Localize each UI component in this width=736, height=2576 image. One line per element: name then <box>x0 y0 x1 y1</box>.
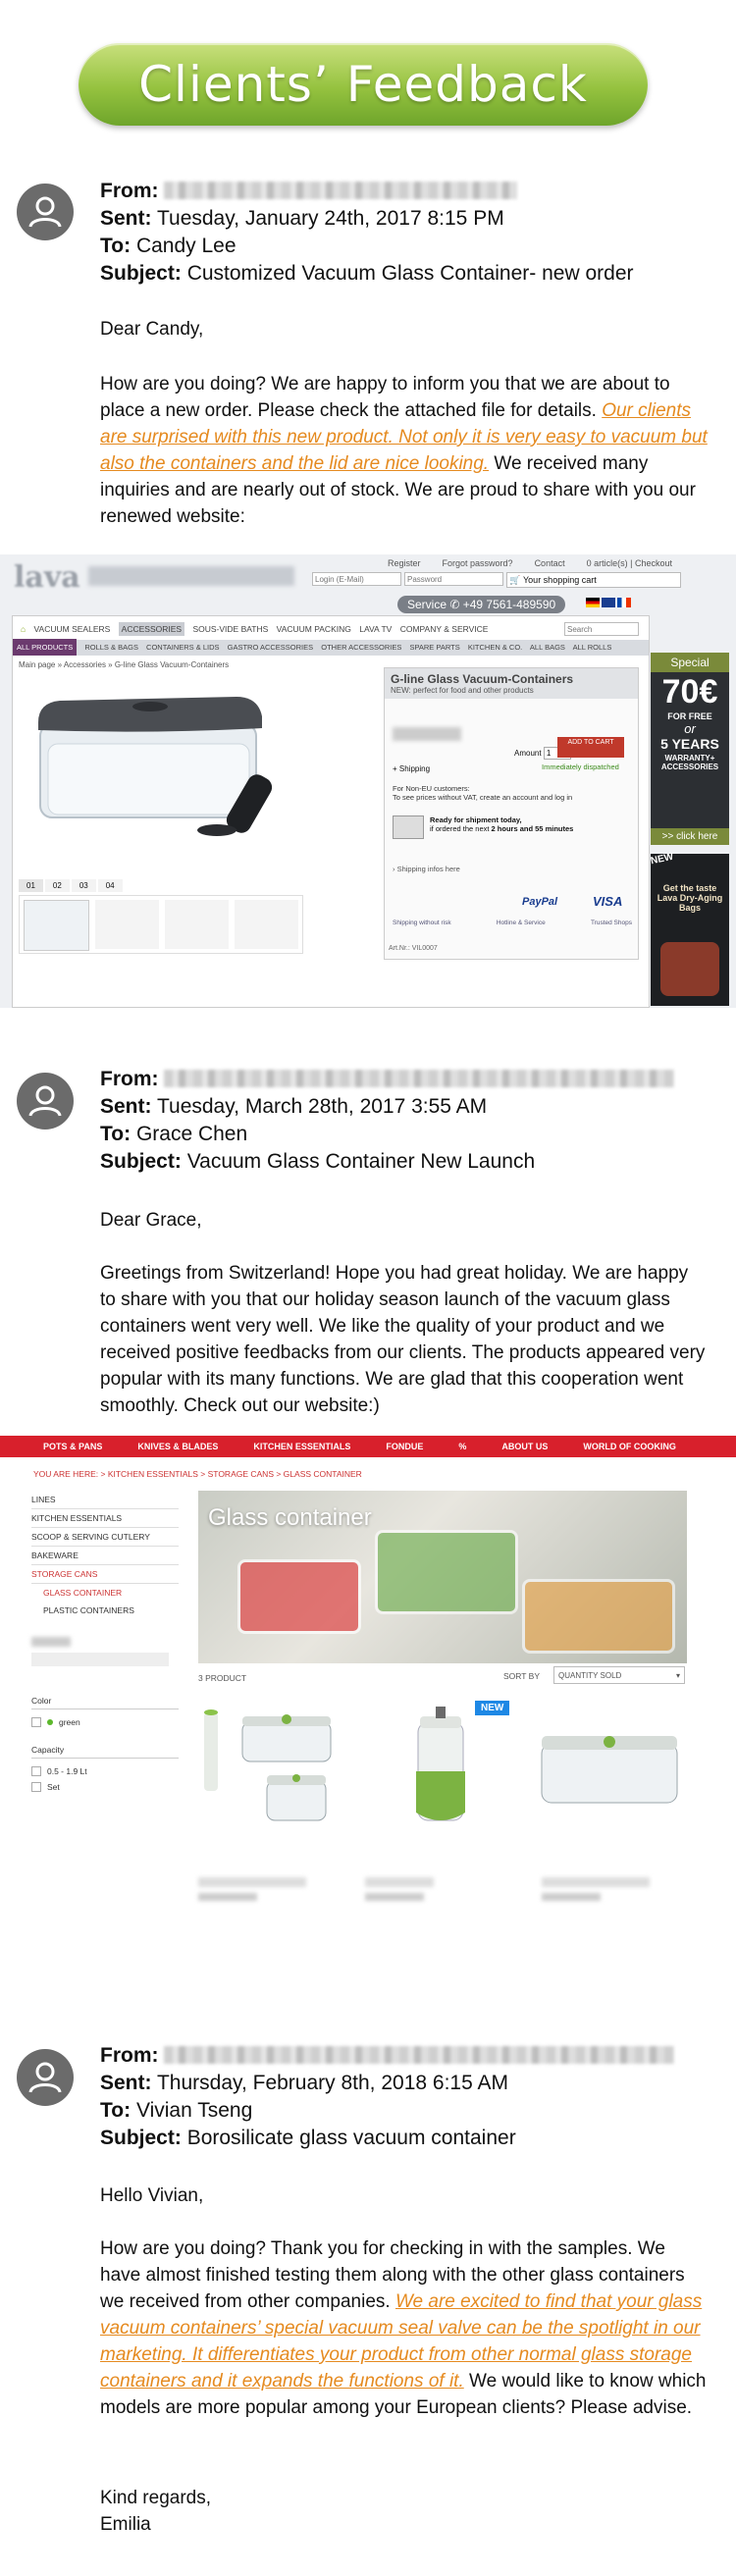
image-tabs <box>19 879 123 892</box>
capacity-label: 0.5 - 1.9 Lt <box>47 1766 87 1776</box>
product-image-set[interactable] <box>198 1693 345 1830</box>
sent-label: Sent: <box>100 207 152 230</box>
new-badge: NEW <box>475 1701 509 1715</box>
to-label: To: <box>100 2099 131 2122</box>
email-header <box>100 178 634 288</box>
avatar <box>17 184 74 240</box>
promo-free: FOR FREE <box>667 711 712 721</box>
product-count: 3 PRODUCT <box>198 1673 247 1683</box>
nav-vacuum-sealers[interactable]: VACUUM SEALERS <box>33 624 111 634</box>
thumbnail[interactable] <box>165 900 229 949</box>
redacted-sender <box>164 1070 674 1087</box>
subnav-all-bags[interactable]: ALL BAGS <box>529 643 565 652</box>
thumbnail[interactable] <box>235 900 298 949</box>
nav-vacuum-packing[interactable]: VACUUM PACKING <box>276 624 351 634</box>
avatar <box>17 1073 74 1130</box>
food-container-image <box>522 1579 675 1654</box>
shopping-cart[interactable] <box>506 572 681 588</box>
sort-label: SORT BY <box>503 1671 541 1681</box>
ready-time: 2 hours and 55 minutes <box>491 824 574 833</box>
promo-special: Special <box>651 653 729 672</box>
redacted-sender <box>164 2046 674 2064</box>
shipping-ready <box>430 815 573 833</box>
subject: Vacuum Glass Container New Launch <box>186 1150 536 1173</box>
non-eu-note <box>393 784 572 802</box>
recipient: Vivian Tseng <box>135 2099 253 2122</box>
subject: Borosilicate glass vacuum container <box>186 2127 516 2149</box>
sent-label: Sent: <box>100 1095 152 1118</box>
recipient: Grace Chen <box>135 1123 248 1145</box>
redacted-price <box>198 1893 257 1901</box>
sidebar-item[interactable]: LINES <box>31 1491 179 1509</box>
subject: Customized Vacuum Glass Container- new order <box>186 262 634 285</box>
redacted-text <box>542 1877 650 1887</box>
nav-knives[interactable]: KNIVES & BLADES <box>137 1442 219 1451</box>
chevron-down-icon: ▾ <box>675 1671 680 1680</box>
product-image-jar[interactable] <box>406 1703 475 1840</box>
dispatch-status: Immediately dispatched <box>542 762 619 771</box>
article-number: Art.Nr.: VIL0007 <box>389 945 438 952</box>
subnav-kitchen[interactable]: KITCHEN & CO. <box>467 643 523 652</box>
filter-box[interactable] <box>31 1653 169 1666</box>
user-icon <box>17 1073 74 1130</box>
home-icon[interactable]: ⌂ <box>21 624 26 634</box>
capacity-option[interactable] <box>31 1766 179 1776</box>
color-option[interactable] <box>31 1717 179 1727</box>
banner-title: Clients’ Feedback <box>138 56 588 113</box>
ready-label: Ready for shipment today, <box>430 815 522 824</box>
highlighted-text: We are excited to find that your glass vacuum containers’ special vacuum seal valve can be the spotlight in our marketing. It differentiates your product from other normal glass storage containers and it expands the functions of it. <box>100 2291 703 2392</box>
redacted-filter <box>31 1637 71 1647</box>
sort-value: QUANTITY SOLD <box>558 1671 622 1680</box>
register-link[interactable]: Register <box>388 558 421 568</box>
checkout-link[interactable]: 0 article(s) | Checkout <box>586 558 672 568</box>
nav-fondue[interactable]: FONDUE <box>386 1442 424 1451</box>
image-tab[interactable]: 01 <box>19 879 43 892</box>
highlighted-text: Our clients are surprised with this new product. Not only it is very easy to vacuum but also the containers and the lid are nice looking. <box>100 400 708 474</box>
recipient: Candy Lee <box>135 235 237 257</box>
redacted-price <box>542 1893 601 1901</box>
website-screenshot-lava <box>0 554 736 1008</box>
thumbnail[interactable] <box>95 900 159 949</box>
body-text: How are you doing? Thank you for checking in with the samples. We have almost finished testing them along with the other glass containers we received from other companies. <box>100 2238 685 2312</box>
image-tab[interactable]: 03 <box>72 879 96 892</box>
promo-price: 70€ <box>661 673 718 710</box>
filter-color-label: Color <box>31 1696 179 1709</box>
login-input[interactable] <box>312 572 401 586</box>
shop-panel <box>12 615 650 1008</box>
food-container-image <box>375 1530 518 1614</box>
subnav-spare-parts[interactable]: SPARE PARTS <box>409 643 460 652</box>
trust-badges <box>393 920 632 926</box>
hero-title: Glass container <box>208 1504 372 1531</box>
shipping-note: + Shipping <box>393 764 431 773</box>
clients-feedback-banner <box>79 43 648 126</box>
new-badge: NEW <box>650 851 675 867</box>
from-label: From: <box>100 1068 159 1090</box>
redacted-sender <box>164 182 517 199</box>
breadcrumb: Main page » Accessories » G-line Glass Vacuum-Containers <box>19 660 230 669</box>
email-header <box>100 2042 674 2152</box>
nav-kitchen-essentials[interactable]: KITCHEN ESSENTIALS <box>253 1442 351 1451</box>
product-image-rectangular[interactable] <box>536 1720 683 1818</box>
set-option[interactable] <box>31 1782 179 1792</box>
promo-years: 5 YEARS <box>660 736 719 752</box>
redacted-price <box>365 1893 424 1901</box>
sidebar-subitem-active[interactable]: GLASS CONTAINER <box>43 1588 123 1598</box>
non-eu-text: To see prices without VAT, create an account and log in <box>393 793 573 802</box>
badge: Hotline & Service <box>496 920 546 926</box>
user-icon <box>17 2049 74 2106</box>
email-body: Greetings from Switzerland! Hope you had great holiday. We are happy to share with you that our holiday season launch of the vacuum glass containers went very well. We like the quality of your product and we received positive feedbacks from our clients. The products appeared very popular with its many functions. We are glad that this cooperation went smoothly. Check out our website:) <box>100 1263 706 1416</box>
badge: Shipping without risk <box>393 920 451 926</box>
promo-warranty: WARRANTY+ ACCESSORIES <box>660 754 719 771</box>
thumbnail-strip <box>19 895 303 954</box>
ready-note: if ordered the next <box>430 824 492 833</box>
visa-logo: VISA <box>593 894 623 909</box>
add-to-cart-button[interactable]: ADD TO CART <box>557 737 624 758</box>
promo-title: Get the taste Lava Dry-Aging Bags <box>657 883 723 913</box>
checkbox[interactable] <box>31 1782 41 1792</box>
nav-pots-pans[interactable]: POTS & PANS <box>43 1442 103 1451</box>
redacted-text <box>198 1877 306 1887</box>
product-heading <box>385 668 638 699</box>
nav-sale[interactable]: % <box>458 1442 467 1451</box>
redacted-text <box>365 1877 434 1887</box>
nav-about[interactable]: ABOUT US <box>501 1442 549 1451</box>
subnav-all-rolls[interactable]: ALL ROLLS <box>572 643 612 652</box>
body-text: We received many inquiries and are nearly out of stock. We are proud to share with you our renewed website: <box>100 453 696 527</box>
forgot-password-link[interactable]: Forgot password? <box>442 558 513 568</box>
subject-label: Subject: <box>100 2127 182 2149</box>
product-info-box <box>384 667 639 960</box>
greeting: Dear Grace, <box>100 1210 202 1231</box>
checkbox[interactable] <box>31 1766 41 1776</box>
from-label: From: <box>100 180 159 202</box>
to-label: To: <box>100 235 131 257</box>
filter-capacity-label: Capacity <box>31 1745 179 1759</box>
closing: Kind regards, <box>100 2488 212 2508</box>
search-input[interactable] <box>564 622 639 636</box>
nav-company[interactable]: COMPANY & SERVICE <box>399 624 489 634</box>
main-nav <box>13 620 649 638</box>
greeting: Dear Candy, <box>100 319 204 340</box>
product-title: G-line Glass Vacuum-Containers <box>391 672 574 686</box>
image-tab[interactable]: 02 <box>45 879 70 892</box>
nav-accessories[interactable]: ACCESSORIES <box>119 622 184 636</box>
paypal-logo: PayPal <box>522 896 558 908</box>
top-nav <box>0 1436 736 1457</box>
dry-aging-promo[interactable] <box>650 851 729 1006</box>
subject-label: Subject: <box>100 1150 182 1173</box>
shop-logo: lava <box>14 560 80 595</box>
avatar <box>17 2049 74 2106</box>
to-label: To: <box>100 1123 131 1145</box>
greeting: Hello Vivian, <box>100 2185 204 2206</box>
subject-label: Subject: <box>100 262 182 285</box>
food-container-image <box>237 1559 361 1634</box>
thumbnail[interactable] <box>24 900 89 951</box>
sent-label: Sent: <box>100 2072 152 2094</box>
sent-date: Tuesday, January 24th, 2017 8:15 PM <box>156 207 504 230</box>
contact-link[interactable]: Contact <box>534 558 565 568</box>
non-eu-label: For Non-EU customers: <box>393 784 470 793</box>
sent-date: Thursday, February 8th, 2018 6:15 AM <box>156 2072 508 2094</box>
email-header <box>100 1066 674 1176</box>
green-dot-icon <box>47 1719 53 1725</box>
user-icon <box>17 184 74 240</box>
sidebar-subitem[interactable]: PLASTIC CONTAINERS <box>43 1605 134 1615</box>
product-subtitle: NEW: perfect for food and other products <box>391 686 534 695</box>
body-text: How are you doing? We are happy to inform you that we are about to place a new order. Please check the attached file for details. <box>100 374 670 421</box>
checkbox[interactable] <box>31 1717 41 1727</box>
promo-banner[interactable] <box>651 653 729 845</box>
password-input[interactable] <box>404 572 503 586</box>
redacted-price <box>393 727 461 741</box>
flag-fr-icon[interactable] <box>617 598 631 607</box>
from-label: From: <box>100 2044 159 2067</box>
email-body <box>100 371 709 530</box>
set-label: Set <box>47 1782 60 1792</box>
cart-icon: 🛒 <box>509 575 521 585</box>
amount-label: Amount <box>514 749 542 758</box>
redacted-product-names <box>198 1877 685 1907</box>
sidebar-item[interactable]: SCOOP & SERVING CUTLERY <box>31 1528 179 1547</box>
nav-lava-tv[interactable]: LAVA TV <box>359 624 393 634</box>
website-screenshot-kitchen <box>0 1436 736 1966</box>
subnav-rolls-bags[interactable]: ROLLS & BAGS <box>84 643 138 652</box>
nav-sous-vide[interactable]: SOUS-VIDE BATHS <box>192 624 269 634</box>
breadcrumb: YOU ARE HERE: > KITCHEN ESSENTIALS > STORAGE CANS > GLASS CONTAINER <box>33 1469 362 1479</box>
signature: Emilia <box>100 2514 151 2535</box>
sidebar-item-active[interactable]: STORAGE CANS <box>31 1565 179 1584</box>
promo-or: or <box>684 721 696 736</box>
category-sidebar <box>31 1491 179 1792</box>
sub-nav <box>13 640 649 656</box>
meat-image <box>660 942 719 996</box>
flag-uk-icon[interactable] <box>602 598 615 607</box>
shipping-infos-link[interactable]: › Shipping infos here <box>393 865 460 873</box>
subnav-all-products[interactable]: ALL PRODUCTS <box>13 639 77 656</box>
sort-select[interactable] <box>553 1666 685 1684</box>
flag-de-icon[interactable] <box>586 598 600 607</box>
body-text: We would like to know which models are more popular among your European clients? Please advise. <box>100 2371 707 2418</box>
nav-world-cooking[interactable]: WORLD OF COOKING <box>583 1442 676 1451</box>
badge: Trusted Shops <box>590 920 632 926</box>
truck-icon <box>393 815 424 839</box>
language-flags[interactable] <box>586 598 631 607</box>
promo-click[interactable]: >> click here <box>651 828 729 845</box>
email-body <box>100 2235 709 2421</box>
sent-date: Tuesday, March 28th, 2017 3:55 AM <box>156 1095 488 1118</box>
sidebar-item[interactable]: KITCHEN ESSENTIALS <box>31 1509 179 1528</box>
hero-image <box>198 1491 687 1663</box>
sidebar-item[interactable]: BAKEWARE <box>31 1547 179 1565</box>
subnav-other[interactable]: OTHER ACCESSORIES <box>321 643 402 652</box>
glass-container-image <box>30 685 325 842</box>
color-label: green <box>59 1717 80 1727</box>
cart-label: Your shopping cart <box>523 575 597 585</box>
service-phone: Service ✆ +49 7561-489590 <box>397 596 565 613</box>
subnav-containers[interactable]: CONTAINERS & LIDS <box>146 643 220 652</box>
subnav-gastro[interactable]: GASTRO ACCESSORIES <box>227 643 314 652</box>
redacted-header <box>88 566 294 586</box>
top-links <box>388 558 672 568</box>
image-tab[interactable]: 04 <box>98 879 123 892</box>
